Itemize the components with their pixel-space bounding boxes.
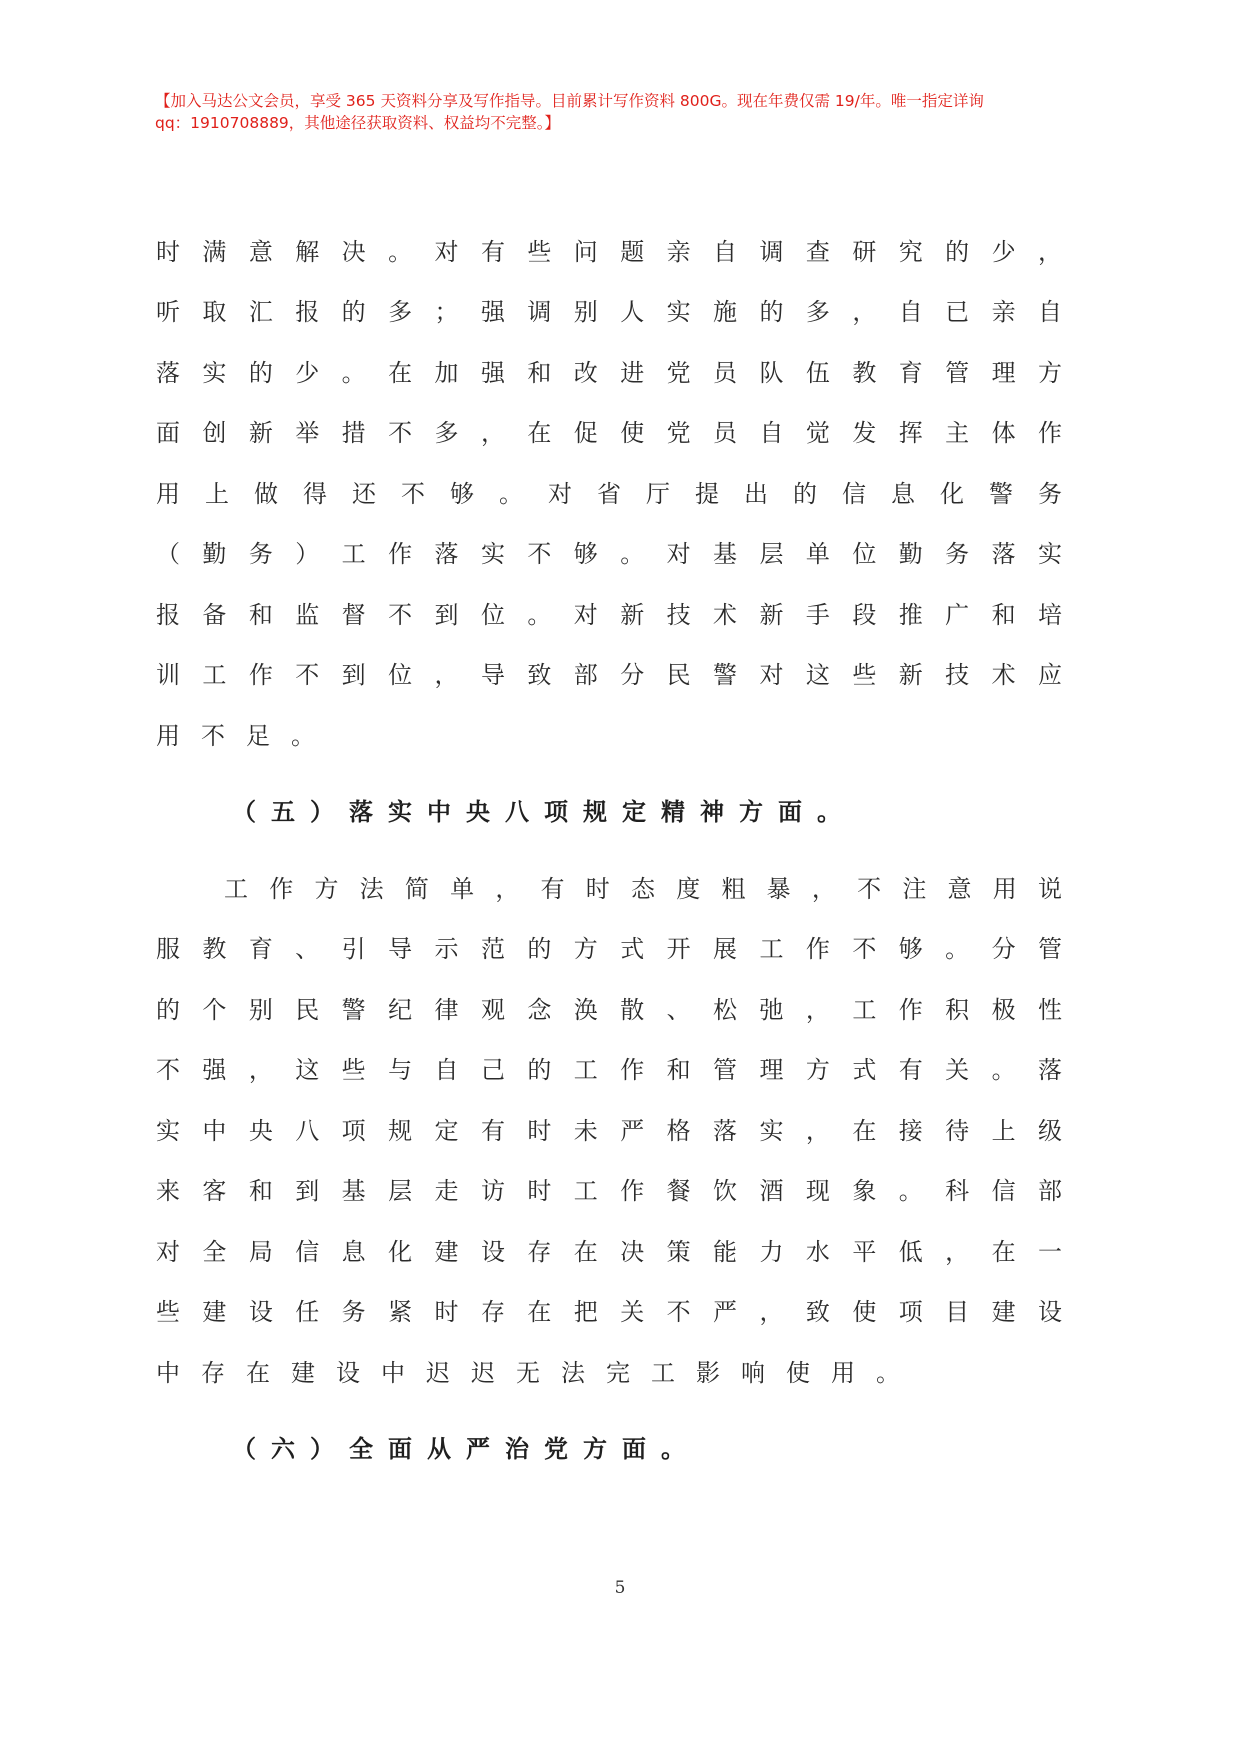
- paragraph-line: 中存在建设中迟迟无法完工影响使用。: [156, 1359, 921, 1387]
- paragraph-line: 工作方法简单，有时态度粗暴，不注意用说: [224, 875, 1062, 903]
- paragraph-line: 来客和到基层走访时工作餐饮酒现象。科信部: [156, 1177, 1062, 1205]
- paragraph-line: 时满意解决。对有些问题亲自调查研究的少，: [156, 238, 1062, 266]
- paragraph-line: 用上做得还不够。对省厅提出的信息化警务: [156, 480, 1062, 508]
- paragraph-line: （勤务）工作落实不够。对基层单位勤务落实: [156, 540, 1062, 568]
- paragraph-line: 用不足。: [156, 722, 336, 750]
- paragraph-line: 训工作不到位，导致部分民警对这些新技术应: [156, 661, 1062, 689]
- paragraph-line: 的个别民警纪律观念涣散、松弛，工作积极性: [156, 996, 1062, 1024]
- paragraph-line: 实中央八项规定有时未严格落实，在接待上级: [156, 1117, 1062, 1145]
- notice-line-2: qq：1910708889，其他途径获取资料、权益均不完整。】: [155, 114, 561, 132]
- section-heading-6: （六）全面从严治党方面。: [232, 1435, 700, 1463]
- paragraph-line: 不强，这些与自己的工作和管理方式有关。落: [156, 1056, 1062, 1084]
- paragraph-line: 些建设任务紧时存在把关不严，致使项目建设: [156, 1298, 1062, 1326]
- page-number: 5: [614, 1578, 626, 1598]
- membership-notice: [155, 90, 1055, 134]
- paragraph-line: 落实的少。在加强和改进党员队伍教育管理方: [156, 359, 1062, 387]
- paragraph-line: 对全局信息化建设存在决策能力水平低，在一: [156, 1238, 1062, 1266]
- paragraph-line: 报备和监督不到位。对新技术新手段推广和培: [156, 601, 1062, 629]
- notice-line-1: 【加入马达公文会员，享受 365 天资料分享及写作指导。目前累计写作资料 800G。现在年费仅需 19/年。唯一指定详询: [155, 92, 984, 110]
- paragraph-line: 服教育、引导示范的方式开展工作不够。分管: [156, 935, 1062, 963]
- section-heading-5: （五）落实中央八项规定精神方面。: [232, 798, 856, 826]
- paragraph-line: 听取汇报的多；强调别人实施的多，自已亲自: [156, 298, 1062, 326]
- paragraph-line: 面创新举措不多，在促使党员自觉发挥主体作: [156, 419, 1062, 447]
